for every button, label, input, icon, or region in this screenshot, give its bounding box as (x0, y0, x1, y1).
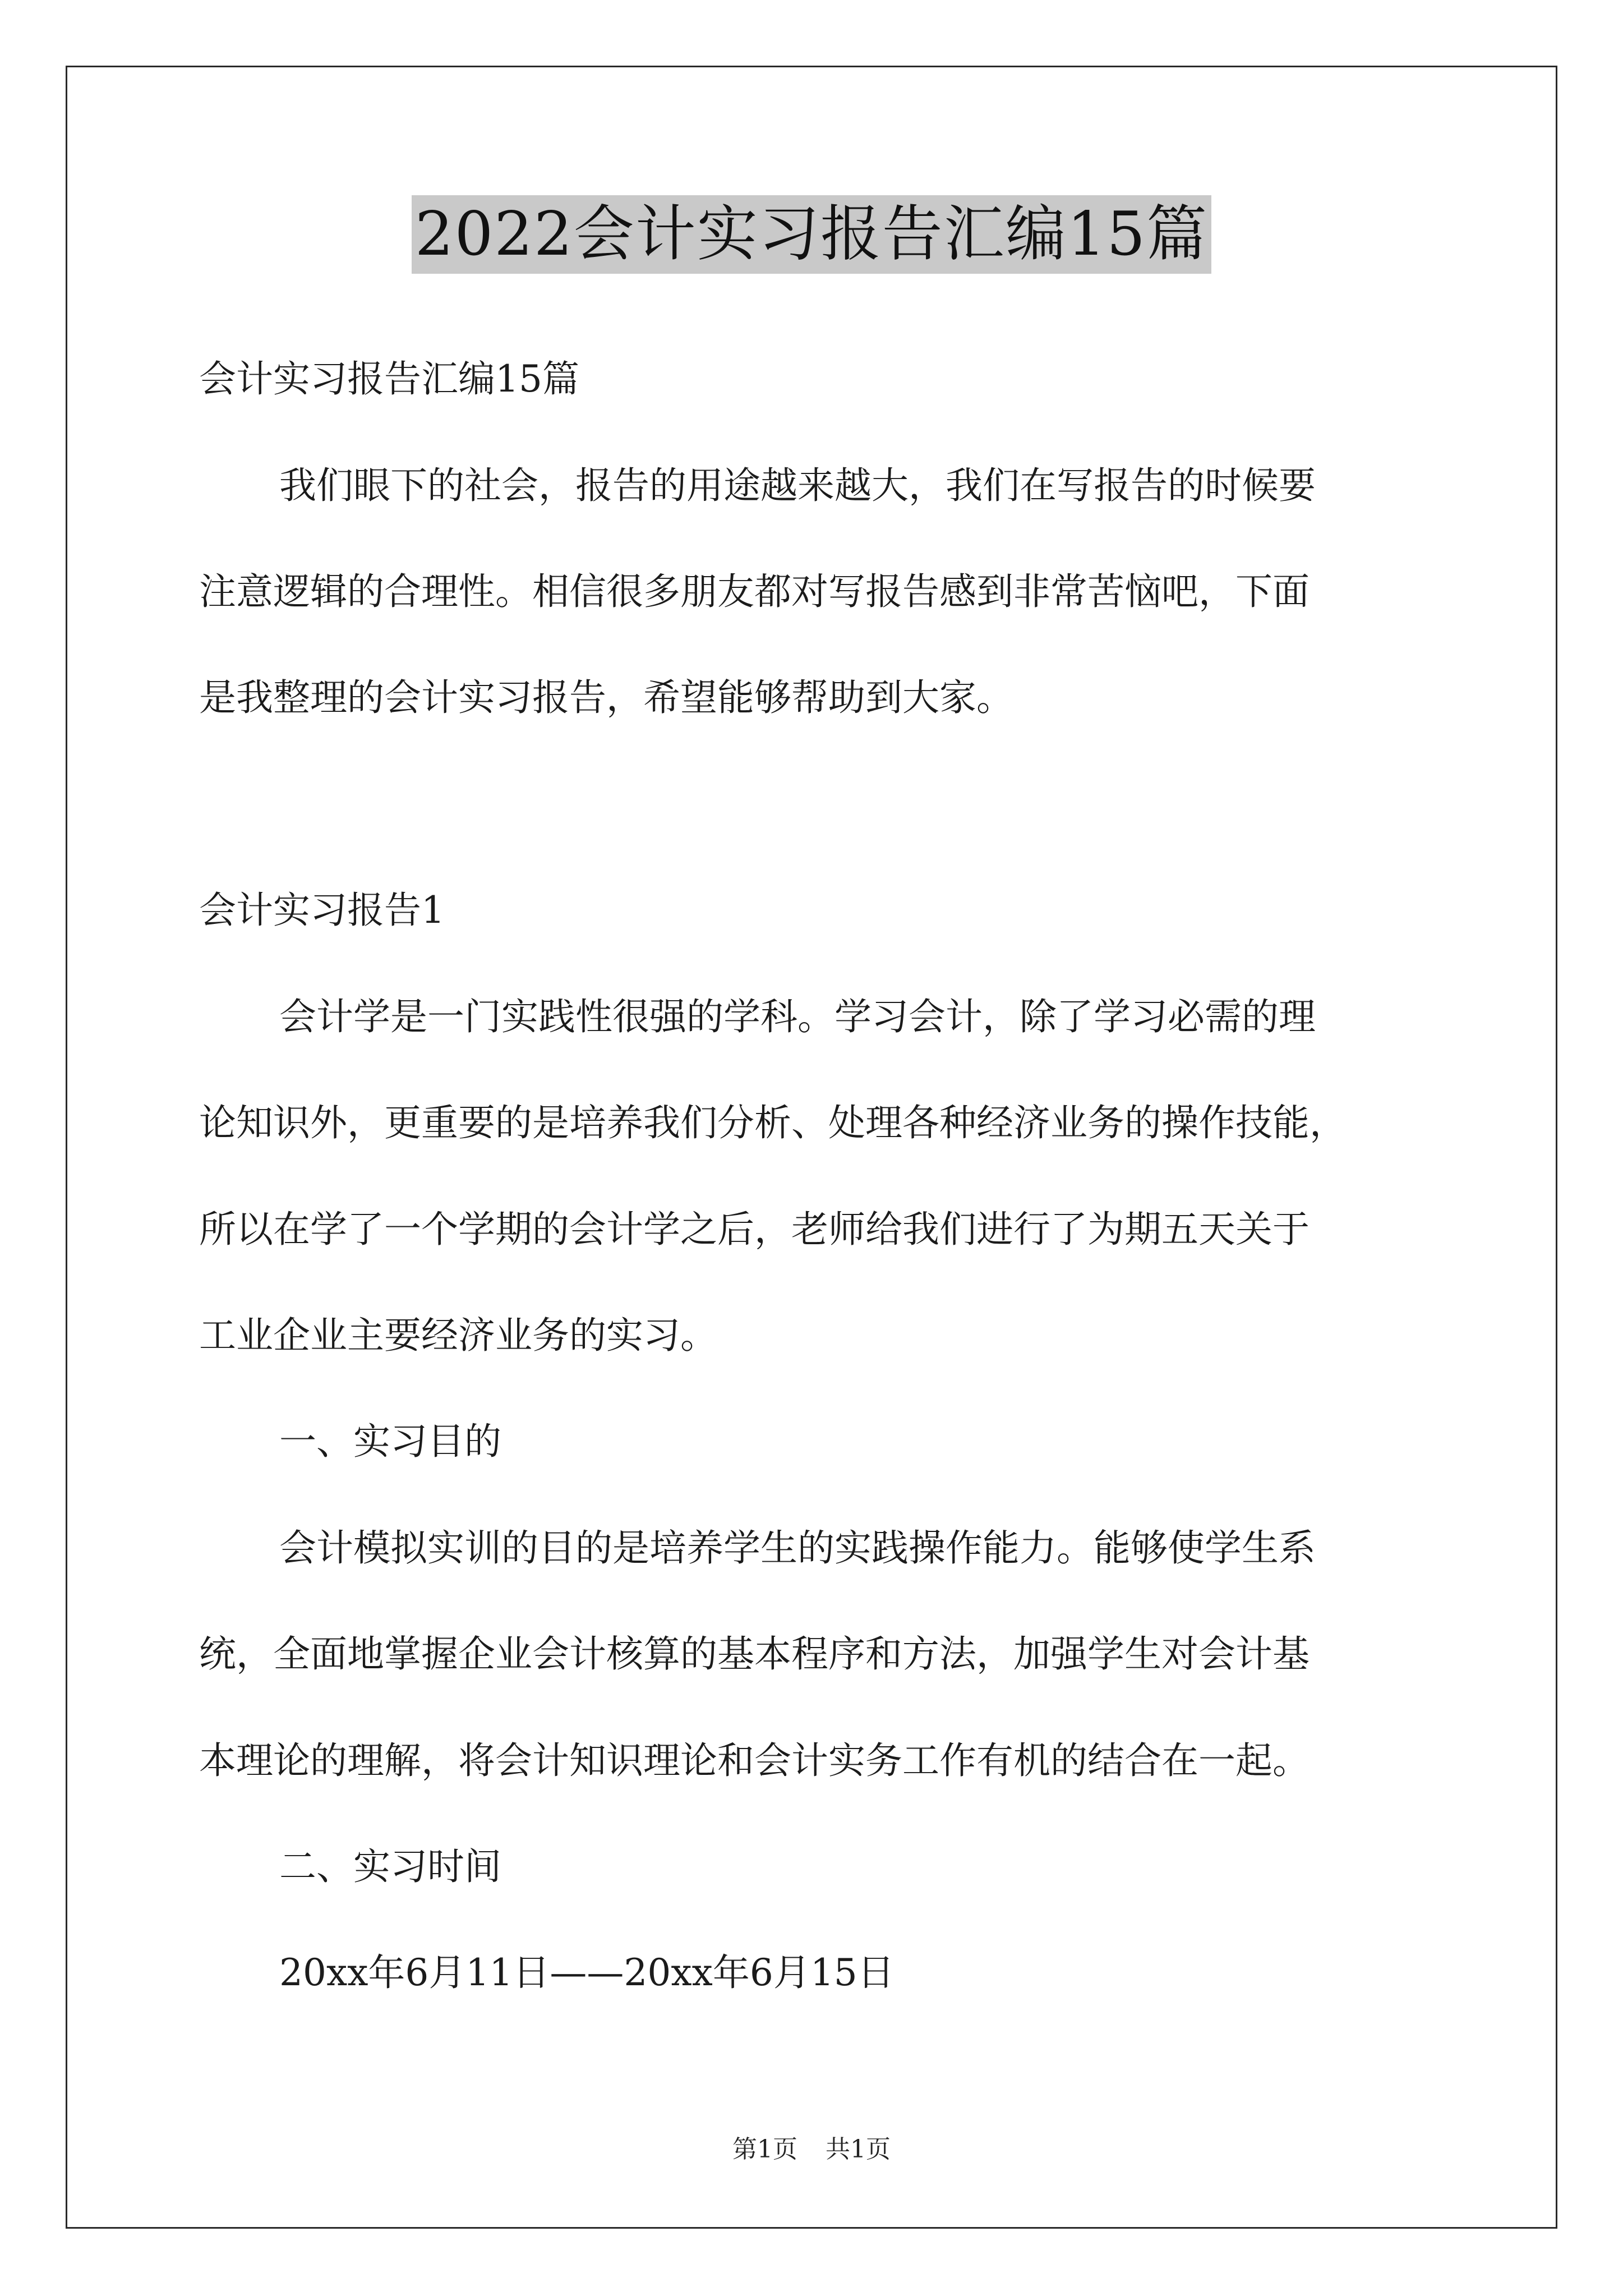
paragraph-line: 本理论的理解，将会计知识理论和会计实务工作有机的结合在一起。 (199, 1739, 1310, 1782)
intro-line: 是我整理的会计实习报告，希望能够帮助到大家。 (199, 676, 1013, 719)
section-heading: 会计实习报告1 (199, 889, 445, 932)
subheading-time: 二、实习时间 (279, 1845, 501, 1888)
paragraph-line: 会计模拟实训的目的是培养学生的实践操作能力。能够使学生系 (279, 1526, 1316, 1570)
page-number: 第1页 (732, 2135, 797, 2164)
paragraph-line: 所以在学了一个学期的会计学之后，老师给我们进行了为期五天关于 (199, 1208, 1310, 1251)
document-title: 2022会计实习报告汇编15篇 (412, 195, 1211, 274)
paragraph-line: 工业企业主要经济业务的实习。 (199, 1314, 717, 1357)
intro-line: 注意逻辑的合理性。相信很多朋友都对写报告感到非常苦恼吧，下面 (199, 570, 1310, 613)
subheading-purpose: 一、实习目的 (279, 1420, 501, 1463)
paragraph-line: 统，全面地掌握企业会计核算的基本程序和方法，加强学生对会计基 (199, 1632, 1310, 1676)
page-total: 共1页 (826, 2135, 891, 2164)
paragraph-line: 会计学是一门实践性很强的学科。学习会计，除了学习必需的理 (279, 995, 1316, 1038)
page-footer (0, 2133, 1623, 2166)
paragraph-line: 论知识外，更重要的是培养我们分析、处理各种经济业务的操作技能， (199, 1101, 1347, 1144)
document-subtitle: 会计实习报告汇编15篇 (199, 357, 579, 401)
title-container (0, 195, 1623, 274)
intro-line: 我们眼下的社会，报告的用途越来越大，我们在写报告的时候要 (279, 464, 1316, 507)
internship-dates: 20xx年6月11日——20xx年6月15日 (279, 1951, 895, 1994)
